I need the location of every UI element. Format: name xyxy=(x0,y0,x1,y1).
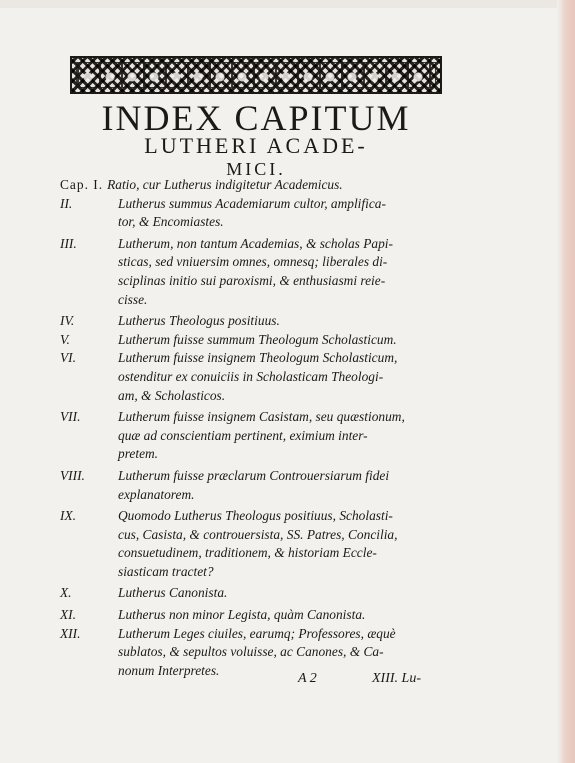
chapter-number: III. xyxy=(60,235,77,251)
chapter-entry xyxy=(60,195,440,232)
chapter-number: VII. xyxy=(60,409,81,425)
ornamental-headpiece xyxy=(70,56,442,94)
chapter-text xyxy=(118,195,440,232)
chapter-line: Lutherus Canonista. xyxy=(118,585,228,601)
chapter-line: explanatorem. xyxy=(118,486,195,502)
chapter-line: pretem. xyxy=(118,446,159,462)
chapter-line: nonum Interpretes. xyxy=(118,662,220,678)
chapter-number: VI. xyxy=(60,350,76,366)
chapter-line: sticas, sed vniuersim omnes, omnesq; liberales di- xyxy=(118,254,388,270)
chapter-entry xyxy=(60,176,440,195)
title-line-3: MICI. xyxy=(226,159,286,179)
page-top-edge xyxy=(0,0,575,8)
chapter-line: am, & Scholasticos. xyxy=(118,387,226,403)
chapter-number: V. xyxy=(60,331,70,347)
chapter-text xyxy=(118,235,440,309)
chapter-line: cus, Casista, & controuersista, SS. Patres, Concilia, xyxy=(118,526,398,542)
page-right-edge xyxy=(557,0,575,763)
chapter-number: XI. xyxy=(60,607,76,623)
chapter-text xyxy=(107,176,440,195)
chapter-line: quæ ad conscientiam pertinent, eximium inter- xyxy=(118,427,368,443)
chapter-text xyxy=(118,408,440,464)
chapter-number: IV. xyxy=(60,313,75,329)
chapter-number: IX. xyxy=(60,508,76,524)
chapter-entry xyxy=(60,507,440,581)
chapter-line: Lutherus non minor Legista, quàm Canonista. xyxy=(118,607,366,623)
title-line-1: INDEX CAPITUM xyxy=(101,98,411,138)
chapter-line: Lutherum, non tantum Academias, & scholas Papi- xyxy=(118,235,393,251)
chapter-line: siasticam tractet? xyxy=(118,563,214,579)
signature-mark: A 2 xyxy=(298,671,317,686)
chapter-line: Lutherum fuisse insignem Casistam, seu quæstionum, xyxy=(118,409,405,425)
chapter-line: Lutherus summus Academiarum cultor, amplifica- xyxy=(118,195,386,211)
chapter-line: cisse. xyxy=(118,291,148,307)
chapter-entry xyxy=(60,606,440,625)
chapter-number: II. xyxy=(60,195,73,211)
chapter-line: Lutherum fuisse summum Theologum Scholasticum. xyxy=(118,331,397,347)
page-footer xyxy=(60,671,440,691)
chapter-entry xyxy=(60,331,440,350)
chapter-entry xyxy=(60,312,440,331)
catchword: XIII. Lu- xyxy=(372,671,421,686)
chapter-text xyxy=(118,606,440,625)
headpiece-pattern xyxy=(76,62,436,88)
chapter-line: ostenditur ex conuiciis in Scholasticam Theologi- xyxy=(118,368,384,384)
chapter-line: Quomodo Lutherus Theologus positiuus, Scholasti- xyxy=(118,508,393,524)
chapter-line: sciplinas initio sui paroxismi, & enthusiasmi reie- xyxy=(118,272,386,288)
chapter-text xyxy=(118,507,440,581)
chapter-entry xyxy=(60,349,440,405)
title-line-2: LUTHERI ACADE- xyxy=(144,133,368,158)
chapter-line: Lutherum fuisse præclarum Controuersiarum fidei xyxy=(118,467,390,483)
chapter-line: consuetudinem, traditionem, & historiam Eccle- xyxy=(118,545,377,561)
chapter-text xyxy=(118,349,440,405)
chapter-index-list xyxy=(60,176,440,680)
chapter-entry xyxy=(60,467,440,504)
chapter-line: Ratio, cur Lutherus indigitetur Academicus. xyxy=(107,177,343,192)
chapter-line: tor, & Encomiastes. xyxy=(118,214,224,230)
chapter-number: XII. xyxy=(60,625,81,641)
chapter-line: Lutherus Theologus positiuus. xyxy=(118,313,280,329)
chapter-line: Lutherum Leges ciuiles, earumq; Professores, æquè xyxy=(118,625,396,641)
chapter-text xyxy=(118,584,440,603)
chapter-line: Lutherum fuisse insignem Theologum Scholasticum, xyxy=(118,350,398,366)
chapter-text xyxy=(118,331,440,350)
chapter-line: sublatos, & sepultos voluisse, ac Canones, & Ca- xyxy=(118,644,384,660)
chapter-number: VIII. xyxy=(60,467,85,483)
chapter-number: X. xyxy=(60,585,72,601)
chapter-text xyxy=(118,312,440,331)
chapter-text xyxy=(118,467,440,504)
chapter-number: Cap. I. xyxy=(60,177,104,192)
chapter-entry xyxy=(60,235,440,309)
chapter-entry xyxy=(60,584,440,603)
chapter-entry xyxy=(60,408,440,464)
